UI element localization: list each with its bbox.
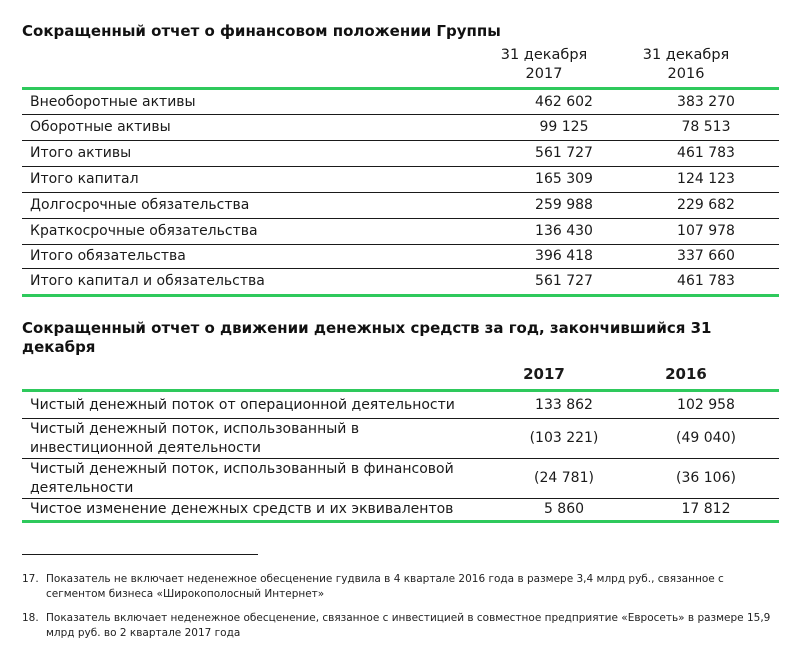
value-2016: 461 783 (677, 145, 735, 161)
table-row (22, 90, 779, 114)
value-2017: 5 860 (543, 501, 585, 517)
table-row (22, 114, 779, 140)
value-2016: 102 958 (677, 397, 735, 413)
table-row (22, 166, 779, 192)
row-label: Внеоборотные активы (30, 94, 196, 110)
row-label: Оборотные активы (30, 119, 171, 135)
footnote-text: Показатель включает неденежное обесценение, связанное с инвестицией в совместное предприятие «Евросеть» в размере 15,9 млрд руб. во 2 квартале 2017 года (46, 612, 771, 639)
table-row (22, 498, 779, 520)
footnote-number: 17. (22, 573, 39, 585)
value-2016: 78 513 (681, 119, 731, 135)
value-2016: 107 978 (677, 223, 735, 239)
value-2016: (36 106) (676, 470, 736, 486)
balance-footer-rule (22, 294, 779, 297)
value-2017: 136 430 (535, 223, 593, 239)
table-row (22, 392, 779, 418)
table-row (22, 140, 779, 166)
row-label: Итого активы (30, 145, 132, 161)
value-2017: 165 309 (535, 171, 593, 187)
balance-col-2017-header: 31 декабря 2017 (500, 47, 588, 82)
value-2016: 124 123 (677, 171, 735, 187)
row-label: Итого обязательства (30, 248, 186, 264)
row-label: Чистый денежный поток, использованный в инвестиционной деятельности (30, 421, 360, 456)
table-row (22, 458, 779, 498)
cashflow-col-2017-header: 2017 (523, 365, 565, 383)
value-2017: (24 781) (534, 470, 594, 486)
value-2017: 561 727 (535, 273, 593, 289)
value-2017: 396 418 (535, 248, 593, 264)
table-row (22, 244, 779, 268)
row-label: Чистый денежный поток от операционной деятельности (30, 397, 455, 413)
value-2016: 229 682 (677, 197, 735, 213)
row-label: Итого капитал (30, 171, 139, 187)
value-2016: (49 040) (676, 430, 736, 446)
value-2017: 462 602 (535, 94, 593, 110)
row-label: Чистый денежный поток, использованный в финансовой деятельности (30, 461, 454, 496)
footnote-separator (22, 554, 258, 555)
value-2017: 99 125 (539, 119, 589, 135)
value-2016: 17 812 (681, 501, 731, 517)
row-label: Чистое изменение денежных средств и их эквивалентов (30, 501, 454, 517)
footnote-number: 18. (22, 612, 39, 624)
balance-col-2016-header: 31 декабря 2016 (642, 47, 730, 82)
table-row (22, 192, 779, 218)
table-row (22, 418, 779, 458)
value-2017: (103 221) (529, 430, 599, 446)
value-2017: 259 988 (535, 197, 593, 213)
table-row (22, 218, 779, 244)
row-label: Итого капитал и обязательства (30, 273, 265, 289)
cashflow-footer-rule (22, 520, 779, 523)
row-label: Долгосрочные обязательства (30, 197, 250, 213)
value-2016: 383 270 (677, 94, 735, 110)
balance-title: Сокращенный отчет о финансовом положении Группы (22, 22, 501, 40)
value-2016: 461 783 (677, 273, 735, 289)
footnote-text: Показатель не включает неденежное обесценение гудвила в 4 квартале 2016 года в размере 3,4 млрд руб., связанное с сегментом бизнеса «Широкополосный Интернет» (46, 573, 724, 600)
cashflow-title: Сокращенный отчет о движении денежных средств за год, закончившийся 31 декабря (22, 319, 712, 356)
value-2017: 133 862 (535, 397, 593, 413)
table-row (22, 268, 779, 294)
row-label: Краткосрочные обязательства (30, 223, 258, 239)
cashflow-col-2016-header: 2016 (665, 365, 707, 383)
value-2016: 337 660 (677, 248, 735, 264)
value-2017: 561 727 (535, 145, 593, 161)
